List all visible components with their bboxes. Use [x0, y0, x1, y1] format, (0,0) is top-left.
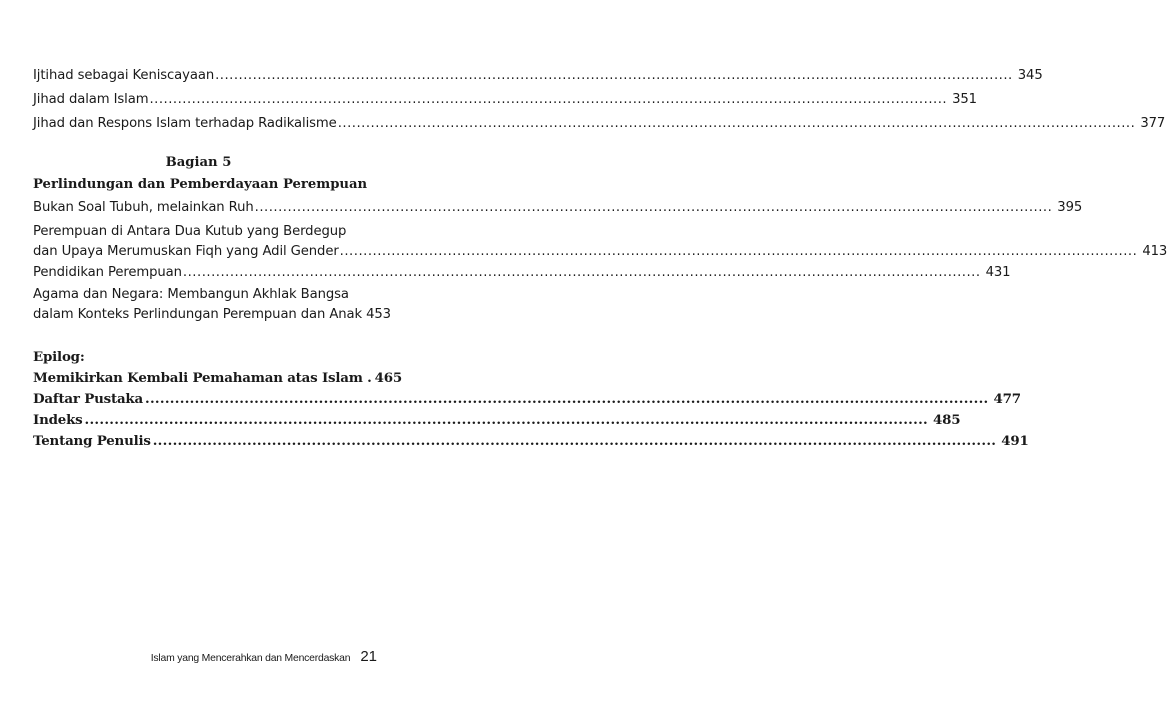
toc-entry-line1: Agama dan Negara: Membangun Akhlak Bangsa [33, 287, 349, 302]
toc-entry-title: Ijtihad sebagai Keniscayaan [33, 68, 215, 83]
section-title: Perlindungan dan Pemberdayaan Perempuan [33, 177, 368, 192]
section-part-label: Bagian 5 [165, 155, 232, 170]
toc-entry-page: 377 [1140, 116, 1166, 131]
running-title: Islam yang Mencerahkan dan Mencerdaskan [150, 653, 351, 664]
toc-entry [33, 242, 1167, 262]
toc-entry-page: 413 [1142, 244, 1167, 259]
toc-entry [33, 389, 1021, 409]
toc-entry-title: dan Upaya Merumuskan Fiqh yang Adil Gender [33, 244, 339, 259]
toc-entry-page: 453 [366, 307, 391, 322]
toc-entry [33, 410, 961, 430]
leader-dots [183, 263, 981, 283]
toc-entry-title: Indeks [33, 412, 83, 428]
toc-entry [33, 368, 402, 388]
leader-dots [255, 198, 1053, 218]
toc-entry-title: Jihad dan Respons Islam terhadap Radikalisme [33, 116, 337, 131]
toc-entry-title: dalam Konteks Perlindungan Perempuan dan Anak [33, 307, 363, 322]
leader-dots [145, 389, 989, 409]
leader-dots [340, 242, 1138, 262]
toc-entry-title: Pendidikan Perempuan [33, 265, 182, 280]
toc-entry-page: 477 [993, 391, 1021, 407]
epilog-label: Epilog: [33, 349, 85, 365]
toc-entry-title: Daftar Pustaka [33, 391, 143, 407]
toc-entry [33, 305, 391, 325]
toc-entry-page: 491 [1001, 433, 1029, 449]
leader-dots [85, 410, 929, 430]
toc-entry [33, 90, 977, 110]
toc-entry-line1: Perempuan di Antara Dua Kutub yang Berdegup [33, 224, 347, 239]
toc-entry [33, 198, 1083, 218]
toc-entry-page: 485 [933, 412, 961, 428]
page-number: 21 [360, 648, 377, 665]
toc-entry [33, 431, 1029, 451]
toc-entry [33, 114, 1166, 134]
toc-entry-page: 351 [952, 92, 977, 107]
toc-entry-title: Jihad dalam Islam [33, 92, 149, 107]
toc-entry [33, 66, 1043, 86]
page-footer [0, 648, 377, 665]
toc-entry-page: 345 [1017, 68, 1043, 83]
toc-entry-title: Bukan Soal Tubuh, melainkan Ruh [33, 200, 254, 215]
toc-entry-title: Tentang Penulis [33, 433, 151, 449]
toc-entry-page: 431 [985, 265, 1011, 280]
toc-entry-page: 465 [374, 370, 402, 386]
toc-entry-page: 395 [1057, 200, 1083, 215]
leader-dots [338, 114, 1136, 134]
toc-entry-title: Memikirkan Kembali Pemahaman atas Islam . [33, 370, 372, 386]
leader-dots [215, 66, 1013, 86]
toc-entry [33, 263, 1011, 283]
leader-dots [149, 90, 947, 110]
leader-dots [153, 431, 997, 451]
